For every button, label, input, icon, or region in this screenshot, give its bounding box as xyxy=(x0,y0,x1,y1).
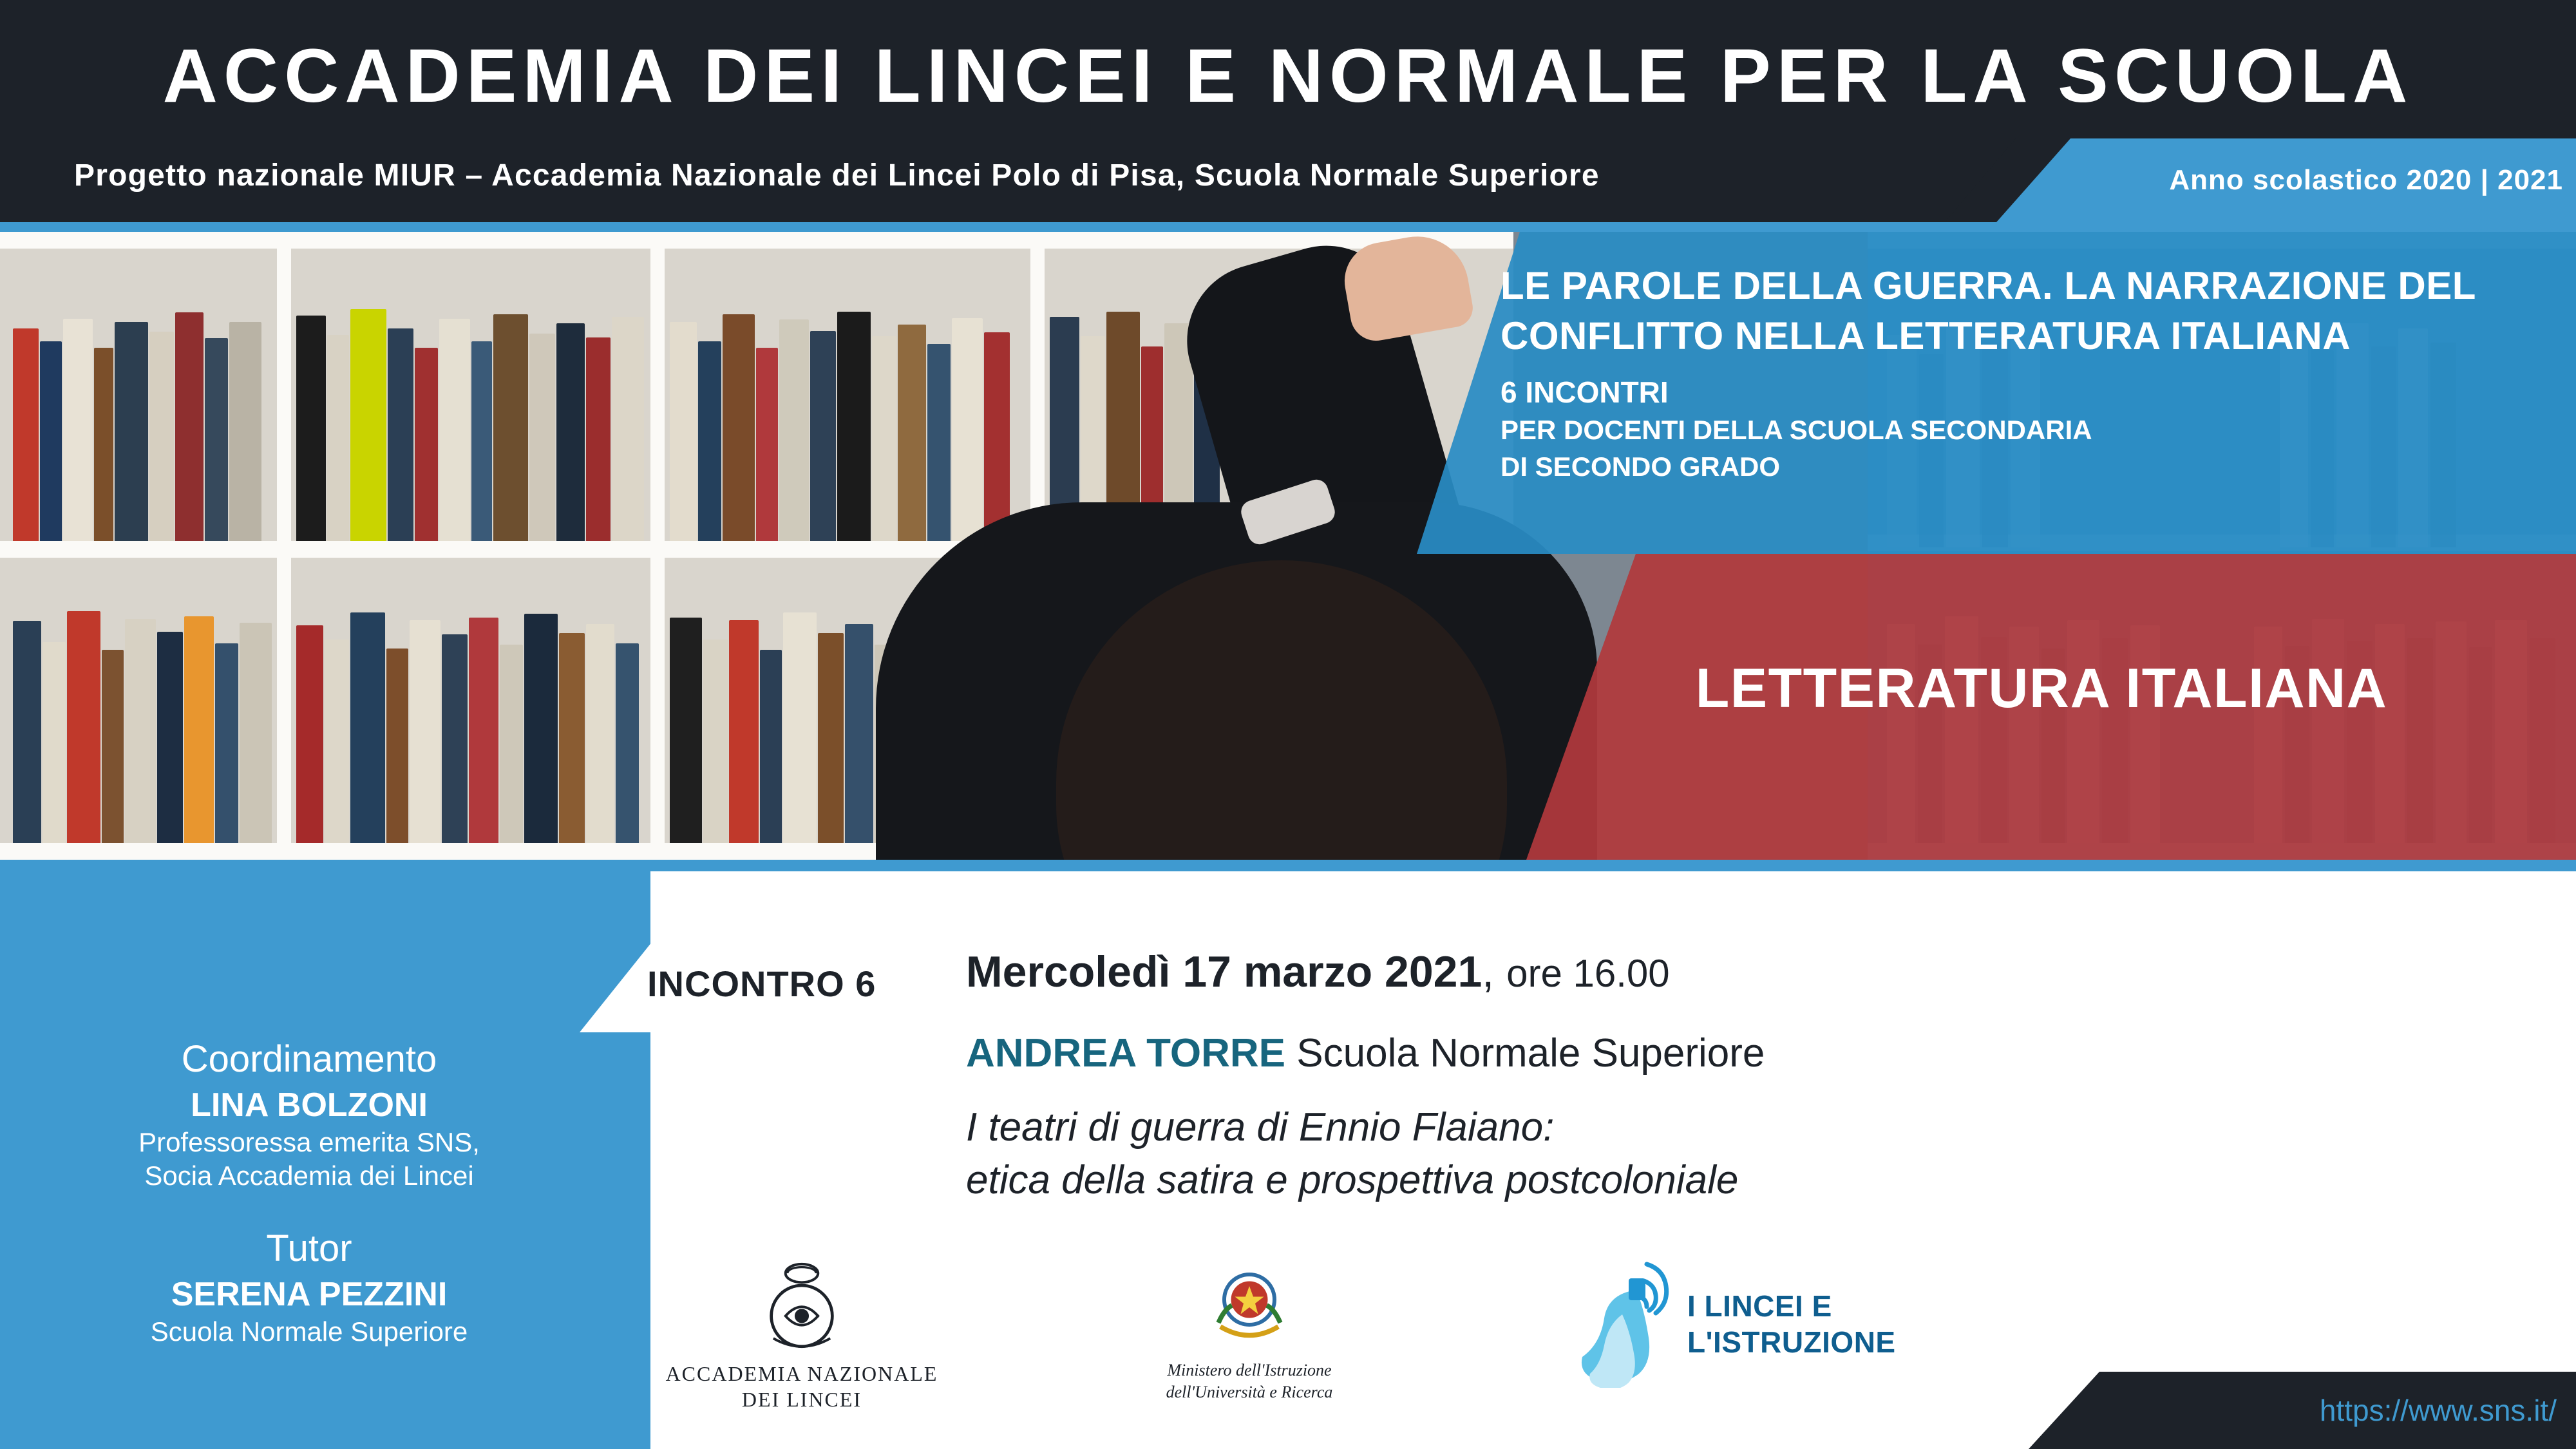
megaphone-flask-icon xyxy=(1571,1253,1687,1391)
tutor-role: Tutor xyxy=(266,1227,352,1269)
logo-lincei-istruzione xyxy=(1571,1253,1971,1401)
tutor-name: SERENA PEZZINI xyxy=(171,1276,448,1313)
subject-label: LETTERATURA ITALIANA xyxy=(1695,658,2388,719)
logo-accademia-lincei xyxy=(657,1259,947,1412)
lincei-line1: ACCADEMIA NAZIONALE xyxy=(665,1362,938,1385)
course-title-text xyxy=(1501,261,2518,485)
lincei-crest-icon xyxy=(750,1259,853,1356)
course-audience-line2: DI SECONDO GRADO xyxy=(1501,451,1781,482)
session-date-separator: , xyxy=(1482,947,1495,996)
course-title-line1: LE PAROLE DELLA GUERRA. LA NARRAZIONE DEL xyxy=(1501,264,2476,307)
coordination-role: Coordinamento xyxy=(181,1038,437,1080)
course-meetings-count: 6 INCONTRI xyxy=(1501,375,1669,409)
coordination-desc-line2: Socia Accademia dei Lincei xyxy=(144,1160,474,1191)
footer-url[interactable]: https://www.sns.it/ xyxy=(2319,1394,2557,1427)
tutor-desc: Scuola Normale Superiore xyxy=(150,1316,468,1347)
course-title-line2: CONFLITTO NELLA LETTERATURA ITALIANA xyxy=(1501,314,2351,357)
lincei-istruzione-line2: L'ISTRUZIONE xyxy=(1687,1325,1896,1359)
staff-list xyxy=(26,1037,592,1349)
speaker-line xyxy=(966,1030,1765,1076)
course-audience-line1: PER DOCENTI DELLA SCUOLA SECONDARIA xyxy=(1501,415,2092,445)
coordination-name: LINA BOLZONI xyxy=(191,1086,428,1124)
miur-line2: dell'Università e Ricerca xyxy=(1166,1383,1333,1401)
miur-line1: Ministero dell'Istruzione xyxy=(1167,1361,1332,1379)
details-top-strip xyxy=(0,860,2576,871)
logo-miur xyxy=(1114,1259,1385,1403)
staff-spacer xyxy=(26,1193,592,1226)
talk-title-line2: etica della satira e prospettiva postcoloniale xyxy=(966,1158,1739,1202)
talk-title-line1: I teatri di guerra di Ennio Flaiano: xyxy=(966,1105,1555,1150)
school-year-label: Anno scolastico 2020 | 2021 xyxy=(2169,164,2563,196)
speaker-affiliation: Scuola Normale Superiore xyxy=(1296,1031,1765,1075)
session-date-line xyxy=(966,947,1670,997)
talk-title xyxy=(966,1101,1738,1207)
lincei-line2: DEI LINCEI xyxy=(741,1388,862,1411)
lincei-istruzione-text xyxy=(1687,1288,1896,1360)
coordination-desc-line1: Professoressa emerita SNS, xyxy=(138,1127,480,1157)
session-date: Mercoledì 17 marzo 2021 xyxy=(966,947,1482,996)
session-number: INCONTRO 6 xyxy=(647,963,876,1004)
speaker-name: ANDREA TORRE xyxy=(966,1031,1286,1075)
session-time: ore 16.00 xyxy=(1506,952,1670,995)
italy-emblem-icon xyxy=(1201,1259,1298,1356)
header-subtitle: Progetto nazionale MIUR – Accademia Nazionale dei Lincei Polo di Pisa, Scuola Normale Superiore xyxy=(74,158,1600,193)
photo-top-strip xyxy=(0,222,2576,232)
page-title: ACCADEMIA DEI LINCEI E NORMALE PER LA SCUOLA xyxy=(162,33,2414,118)
lincei-istruzione-line1: I LINCEI E xyxy=(1687,1289,1832,1323)
